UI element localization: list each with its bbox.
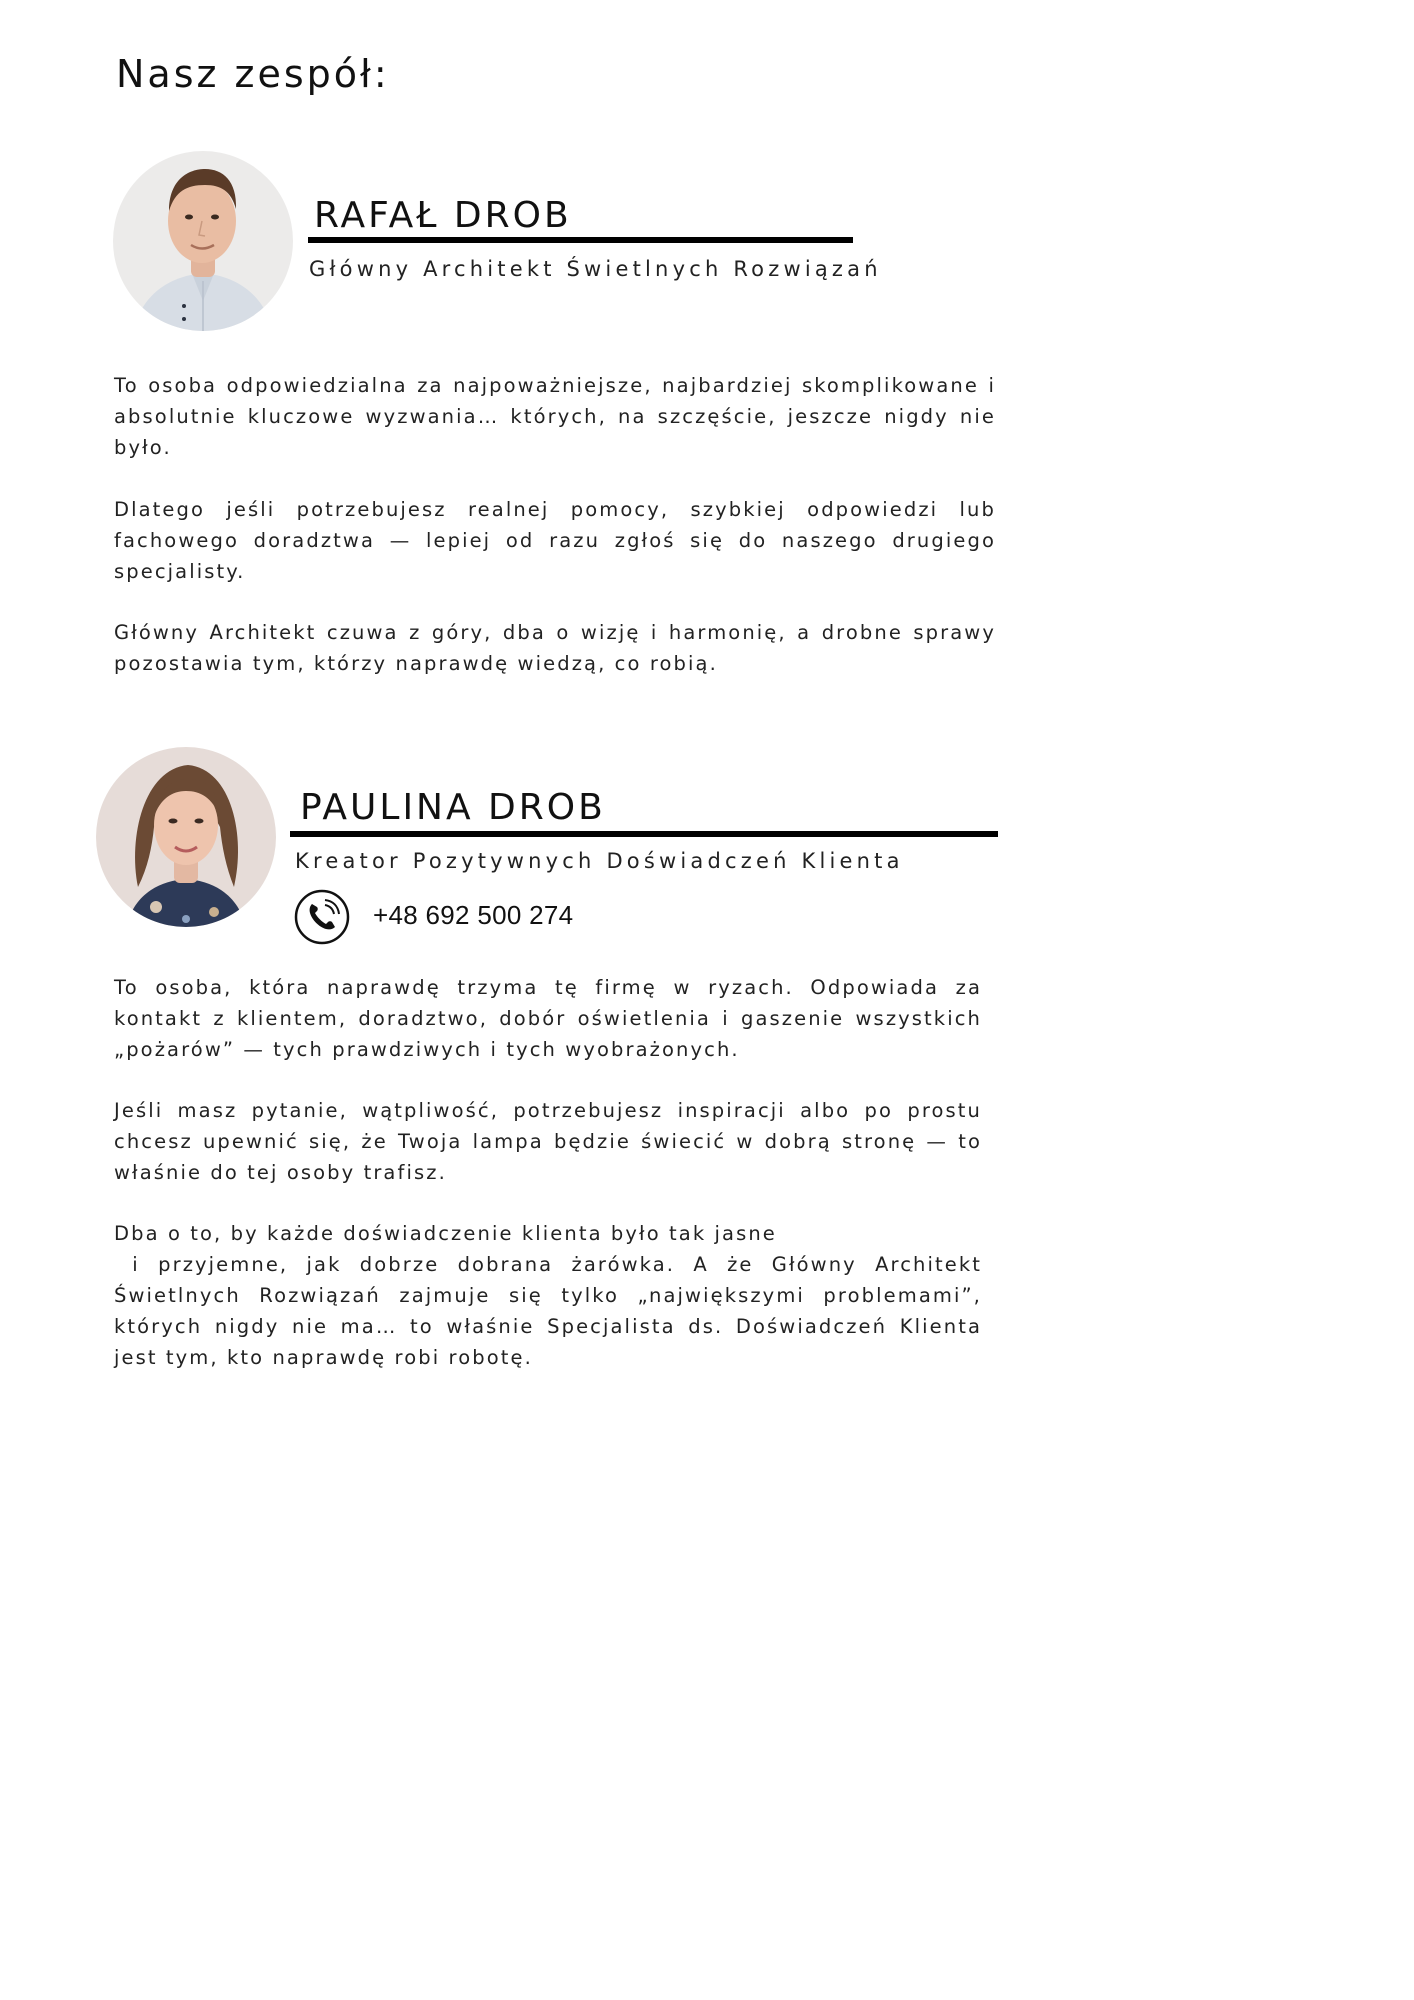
bio-paragraph: To osoba, która naprawdę trzyma tę firmę w ryzach. Odpowiada za kontakt z klientem, doradztwo, dobór oświetlenia i gaszenie wszystkich „pożarów” — tych prawdziwych i tych wyobrażonych. <box>114 976 982 1061</box>
bio-paragraph: Dba o to, by każde doświadczenie klienta było tak jasne <box>114 1222 777 1245</box>
page-title: Nasz zespół: <box>116 52 390 96</box>
bio-paragraph: Dlatego jeśli potrzebujesz realnej pomocy, szybkiej odpowiedzi lub fachowego doradztwa — lepiej od razu zgłoś się do naszego drugiego specjalisty. <box>114 498 996 583</box>
bio-paragraph: Główny Architekt czuwa z góry, dba o wizję i harmonię, a drobne sprawy pozostawia tym, którzy naprawdę wiedzą, co robią. <box>114 621 996 675</box>
avatar-rafal <box>113 151 293 331</box>
member-name: PAULINA DROB <box>300 787 606 828</box>
bio-paragraph: i przyjemne, jak dobrze dobrana żarówka. A że Główny Architekt Świetlnych Rozwiązań zajmuje się tylko „największymi problemami”, których nigdy nie ma… to właśnie Specjalista ds. Doświadczeń Klienta jest tym, kto naprawdę robi robotę. <box>114 1253 991 1369</box>
member-role: Główny Architekt Świetlnych Rozwiązań <box>309 257 882 281</box>
member-name: RAFAŁ DROB <box>314 195 572 236</box>
name-underline <box>308 237 853 243</box>
phone-number[interactable]: +48 692 500 274 <box>373 900 574 930</box>
bio-paragraph: To osoba odpowiedzialna za najpoważniejsze, najbardziej skomplikowane i absolutnie kluczowe wyzwania… których, na szczęście, jeszcze nigdy nie było. <box>114 374 996 459</box>
member-role: Kreator Pozytywnych Doświadczeń Klienta <box>295 849 904 873</box>
phone-icon[interactable] <box>294 889 350 945</box>
name-underline <box>290 831 998 837</box>
avatar-paulina <box>96 747 276 927</box>
bio-paragraph: Jeśli masz pytanie, wątpliwość, potrzebujesz inspiracji albo po prostu chcesz upewnić się, że Twoja lampa będzie świecić w dobrą stronę — to właśnie do tej osoby trafisz. <box>114 1099 982 1184</box>
